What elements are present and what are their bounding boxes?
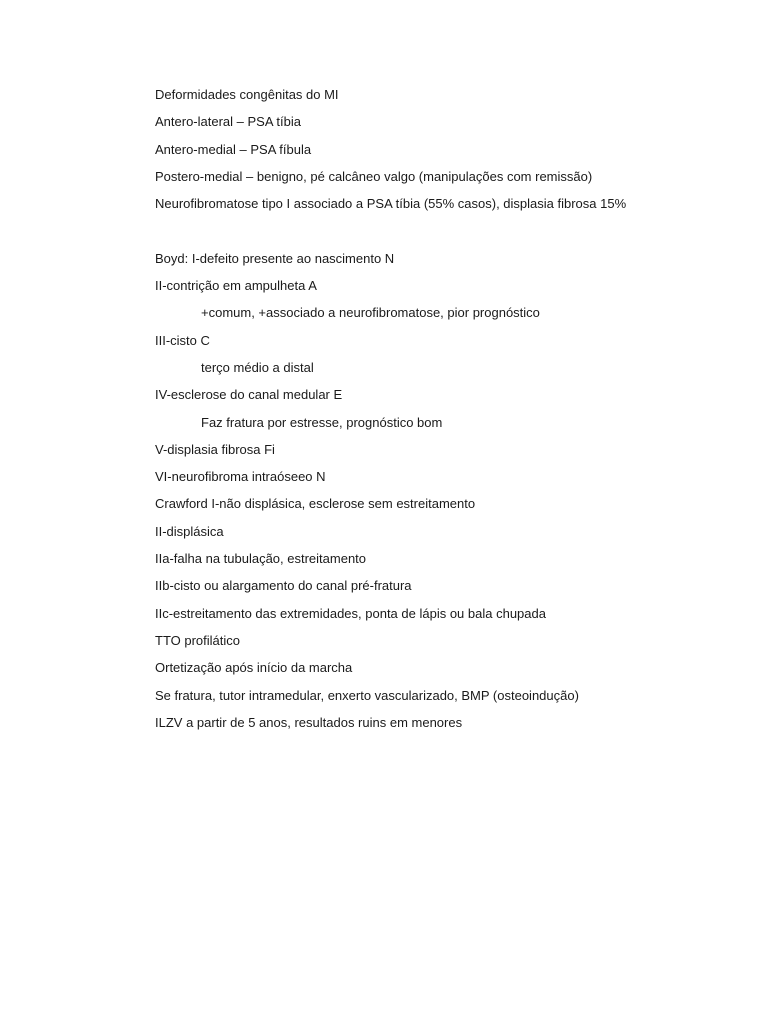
text-line: IIa-falha na tubulação, estreitamento: [155, 551, 367, 567]
text-line: Postero-medial – benigno, pé calcâneo valgo (manipulações com remissão): [155, 168, 593, 184]
blank-line: [155, 222, 735, 249]
text-line: TTO profilático: [155, 632, 241, 648]
text-line: IIc-estreitamento das extremidades, ponta de lápis ou bala chupada: [155, 605, 546, 621]
text-line: Faz fratura por estresse, prognóstico bom: [201, 414, 443, 430]
text-line: Boyd: I-defeito presente ao nascimento N: [155, 250, 395, 266]
text-line: Antero-lateral – PSA tíbia: [155, 114, 301, 130]
text-line: Antero-medial – PSA fíbula: [155, 141, 312, 157]
text-line: Ortetização após início da marcha: [155, 660, 353, 676]
text-line: terço médio a distal: [201, 359, 314, 375]
document-body: [155, 86, 735, 741]
text-line: IV-esclerose do canal medular E: [155, 387, 343, 403]
text-line: Neurofibromatose tipo I associado a PSA tíbia (55% casos), displasia fibrosa 15%: [155, 196, 627, 212]
text-line: Se fratura, tutor intramedular, enxerto vascularizado, BMP (osteoindução): [155, 687, 579, 703]
text-line: II-contrição em ampulheta A: [155, 278, 317, 294]
text-line: III-cisto C: [155, 332, 210, 348]
text-line: Crawford I-não displásica, esclerose sem estreitamento: [155, 496, 476, 512]
text-line: IIb-cisto ou alargamento do canal pré-fratura: [155, 578, 412, 594]
text-line: V-displasia fibrosa Fi: [155, 441, 275, 457]
text-line: +comum, +associado a neurofibromatose, pior prognóstico: [201, 305, 540, 321]
text-line: II-displásica: [155, 523, 224, 539]
text-line: VI-neurofibroma intraóseeo N: [155, 469, 326, 485]
text-line: Deformidades congênitas do MI: [155, 87, 339, 102]
text-line: ILZV a partir de 5 anos, resultados ruins em menores: [155, 714, 463, 730]
